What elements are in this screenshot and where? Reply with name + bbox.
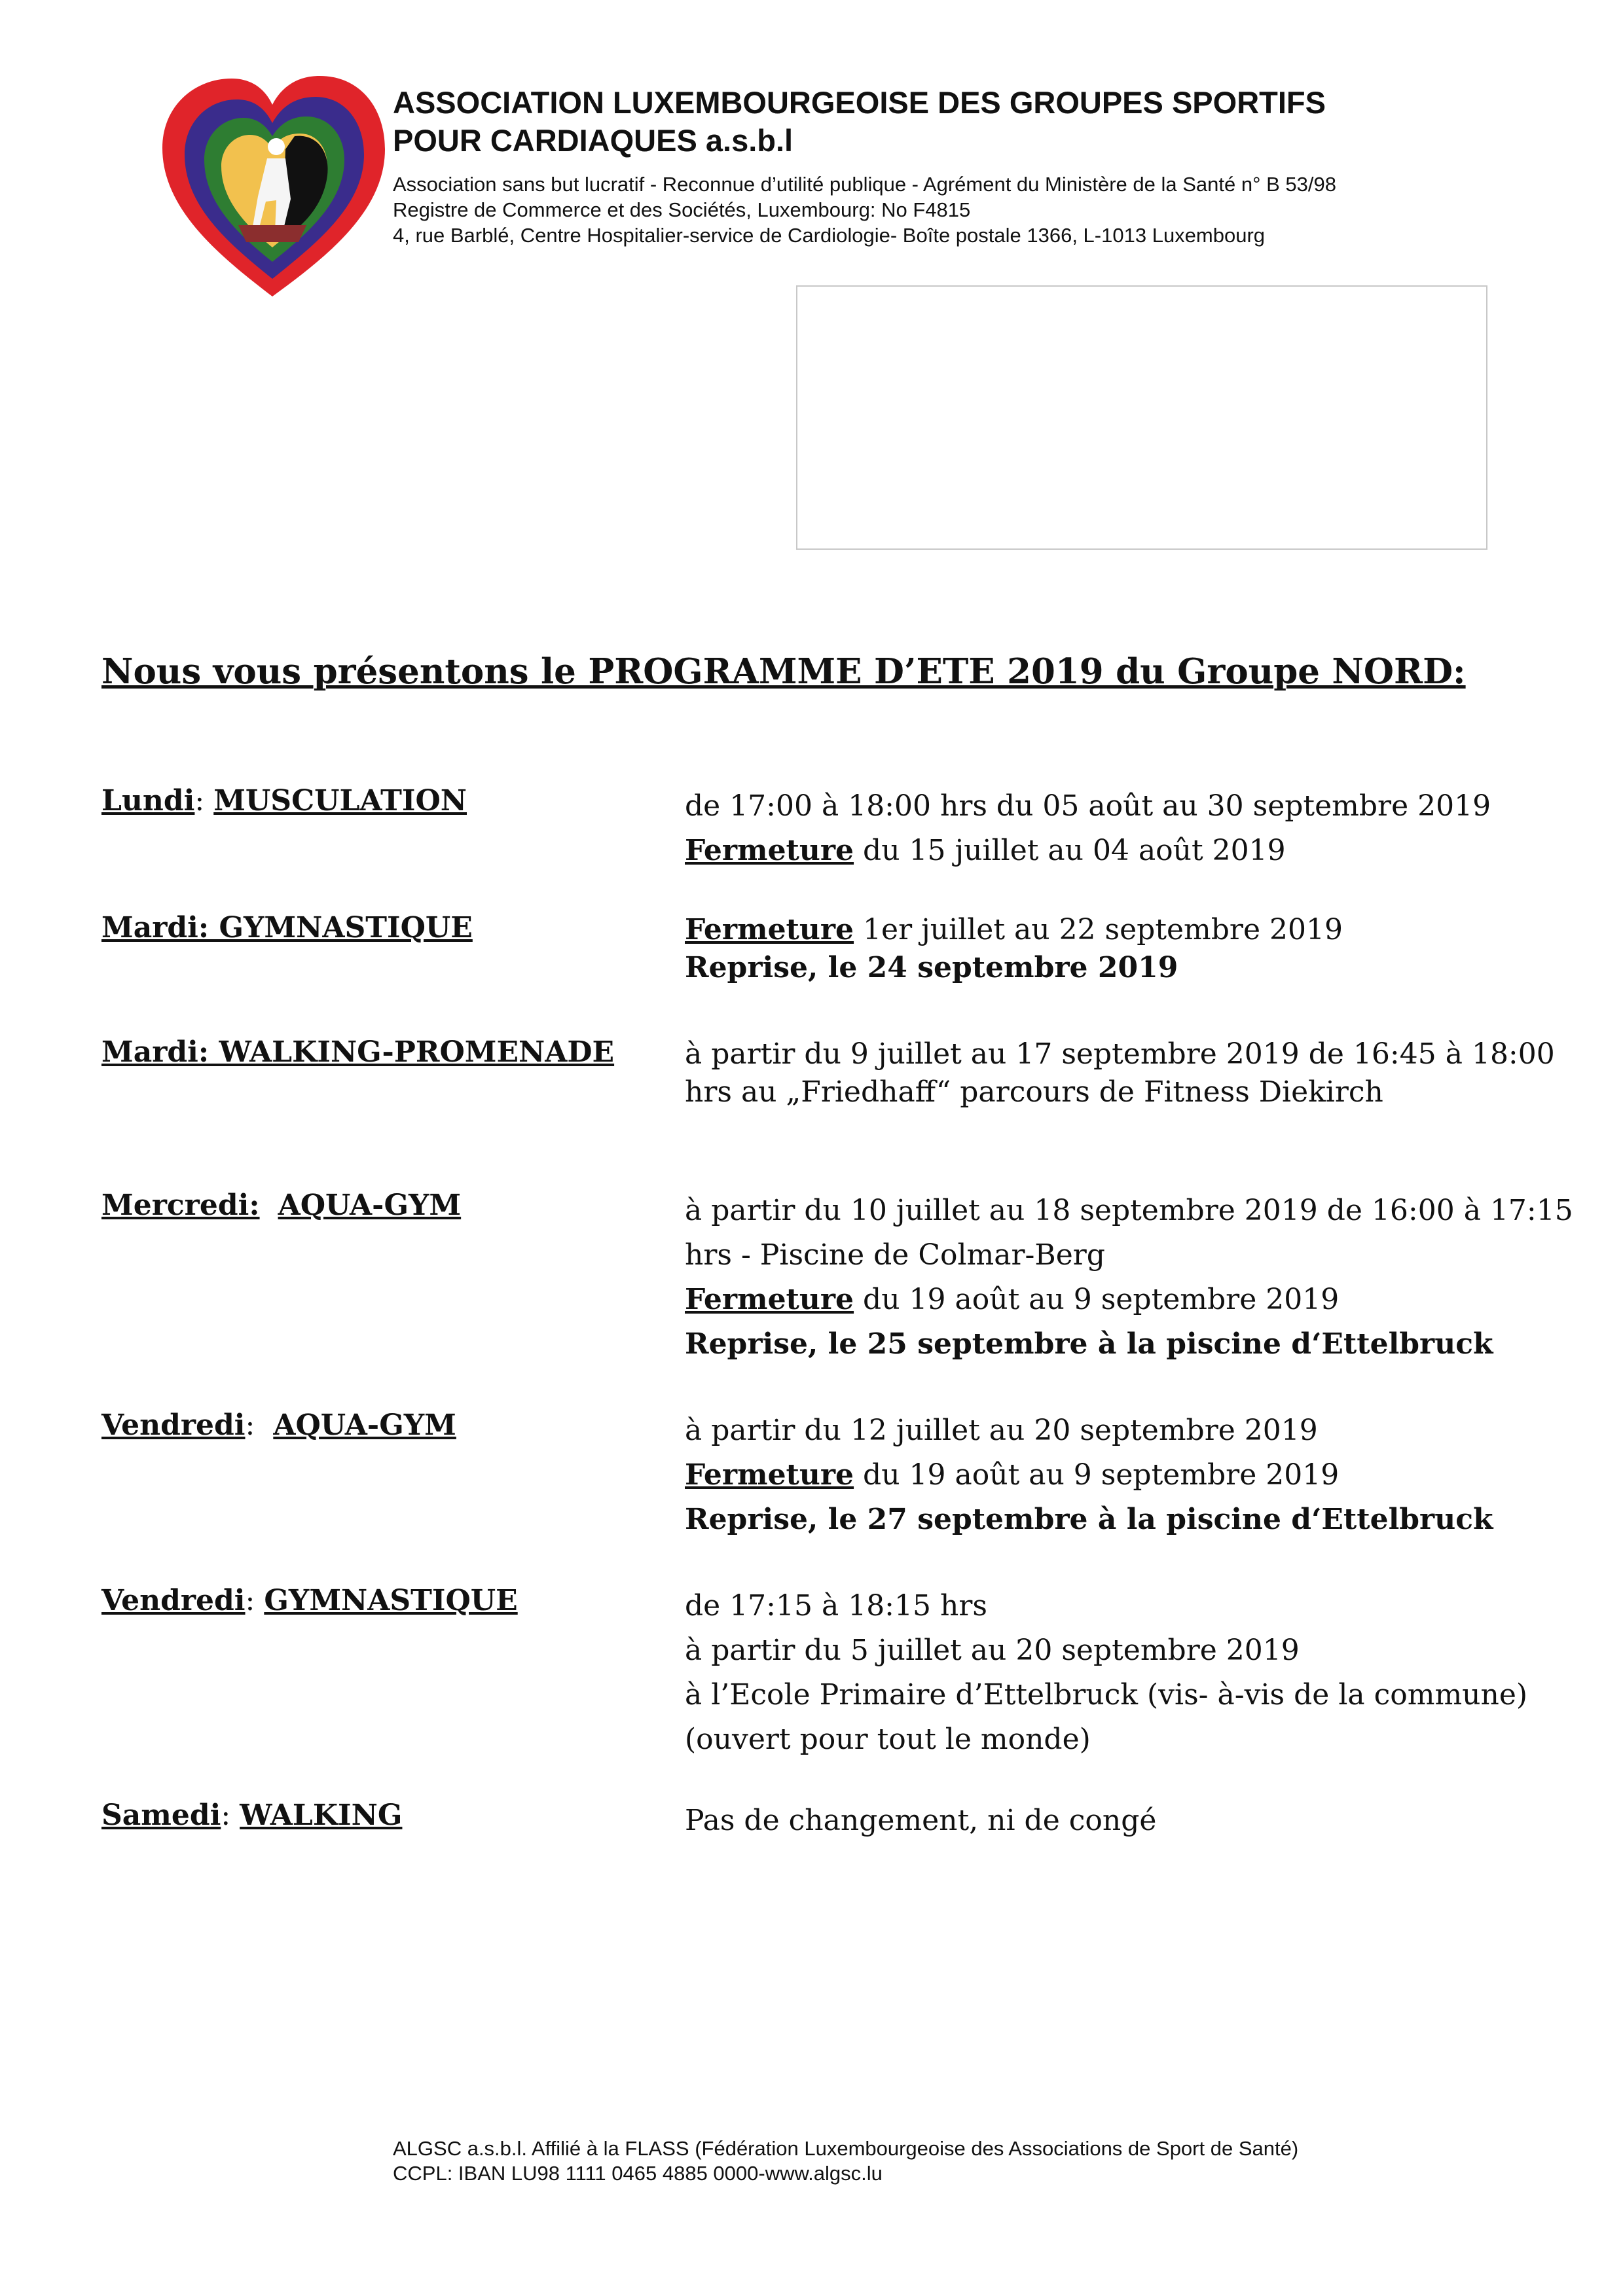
organization-info-line-3: 4, rue Barblé, Centre Hospitalier-service de Cardiologie- Boîte postale 1366, L-1013 Luxembourg: [393, 224, 1266, 247]
schedule-activity-saturday: [101, 1799, 402, 1832]
schedule-activity-tuesday-walking: [101, 1035, 614, 1069]
day-label: Mercredi:: [101, 1189, 260, 1222]
closure-label: Fermeture: [685, 913, 854, 946]
schedule-details-friday-gym: [685, 1584, 1527, 1762]
closure-text: du 19 août au 9 septembre 2019: [854, 1458, 1340, 1492]
closure-label: Fermeture: [685, 1283, 854, 1316]
details-line: à partir du 9 juillet au 17 septembre 2019 de 16:45 à 18:00: [685, 1037, 1555, 1071]
organization-name-line-2: POUR CARDIAQUES a.s.b.l: [393, 123, 793, 158]
schedule-activity-friday-aqua: [101, 1408, 456, 1442]
activity-label: Mardi: WALKING-PROMENADE: [101, 1035, 615, 1069]
schedule-details-wednesday: [685, 1189, 1573, 1367]
day-label: Vendredi: [101, 1584, 246, 1617]
details-line: à l’Ecole Primaire d’Ettelbruck (vis- à-vis de la commune): [685, 1678, 1528, 1712]
schedule-details-tuesday-gym: [685, 911, 1343, 987]
address-window-box: [796, 285, 1487, 550]
details-line: hrs au „Friedhaff“ parcours de Fitness Diekirch: [685, 1075, 1383, 1109]
organization-name-line-1: ASSOCIATION LUXEMBOURGEOISE DES GROUPES SPORTIFS: [393, 85, 1326, 120]
activity-label: AQUA-GYM: [278, 1189, 462, 1222]
closure-text: du 19 août au 9 septembre 2019: [854, 1283, 1340, 1316]
closure-label: Fermeture: [685, 1458, 854, 1492]
footer: [393, 2136, 1298, 2186]
reprise-line: Reprise, le 25 septembre à la piscine d‘Ettelbruck: [685, 1327, 1493, 1361]
schedule-details-saturday: [685, 1799, 1156, 1843]
details-line: à partir du 12 juillet au 20 septembre 2019: [685, 1414, 1318, 1447]
closure-label: Fermeture: [685, 834, 854, 867]
heart-logo-icon: [155, 71, 390, 306]
schedule-activity-monday: [101, 784, 467, 817]
separator: :: [194, 784, 214, 817]
organization-info-line-2: Registre de Commerce et des Sociétés, Luxembourg: No F4815: [393, 198, 971, 221]
details-line: à partir du 5 juillet au 20 septembre 2019: [685, 1634, 1300, 1667]
schedule-details-monday: [685, 784, 1491, 873]
schedule-details-friday-aqua: [685, 1408, 1493, 1542]
day-label: Lundi: [101, 784, 195, 817]
closure-text: du 15 juillet au 04 août 2019: [854, 834, 1286, 867]
activity-label: AQUA-GYM: [273, 1408, 456, 1442]
footer-line-1: ALGSC a.s.b.l. Affilié à la FLASS (Fédération Luxembourgeoise des Associations de Sport de Santé): [393, 2137, 1299, 2160]
activity-label: Mardi: GYMNASTIQUE: [101, 911, 473, 944]
details-line: Pas de changement, ni de congé: [685, 1804, 1157, 1837]
reprise-line: Reprise, le 27 septembre à la piscine d‘Ettelbruck: [685, 1503, 1493, 1536]
activity-label: GYMNASTIQUE: [264, 1584, 518, 1617]
schedule-details-tuesday-walking: [685, 1035, 1555, 1111]
separator: :: [221, 1799, 240, 1832]
details-line: à partir du 10 juillet au 18 septembre 2019 de 16:00 à 17:15: [685, 1194, 1573, 1227]
organization-info: [393, 171, 1336, 248]
closure-text: 1er juillet au 22 septembre 2019: [854, 913, 1343, 946]
separator: [260, 1189, 278, 1222]
schedule-activity-tuesday-gym: [101, 911, 473, 944]
schedule-activity-wednesday: [101, 1189, 461, 1222]
separator: :: [245, 1408, 274, 1442]
reprise-line: Reprise, le 24 septembre 2019: [685, 951, 1178, 984]
separator: :: [245, 1584, 264, 1617]
day-label: Samedi: [101, 1799, 221, 1832]
activity-label: MUSCULATION: [213, 784, 467, 817]
organization-name: [393, 84, 1326, 160]
activity-label: WALKING: [240, 1799, 403, 1832]
organization-info-line-1: Association sans but lucratif - Reconnue d’utilité publique - Agrément du Ministère de la Santé n° B 53/98: [393, 173, 1336, 196]
details-line: hrs - Piscine de Colmar-Berg: [685, 1238, 1105, 1272]
schedule-activity-friday-gym: [101, 1584, 518, 1617]
day-label: Vendredi: [101, 1408, 246, 1442]
footer-line-2: CCPL: IBAN LU98 1111 0465 4885 0000-www.algsc.lu: [393, 2162, 883, 2185]
details-line: de 17:00 à 18:00 hrs du 05 août au 30 septembre 2019: [685, 789, 1491, 823]
details-line: de 17:15 à 18:15 hrs: [685, 1589, 987, 1623]
details-line: (ouvert pour tout le monde): [685, 1723, 1091, 1756]
page-title: Nous vous présentons le PROGRAMME D’ETE 2019 du Groupe NORD:: [101, 651, 1466, 692]
